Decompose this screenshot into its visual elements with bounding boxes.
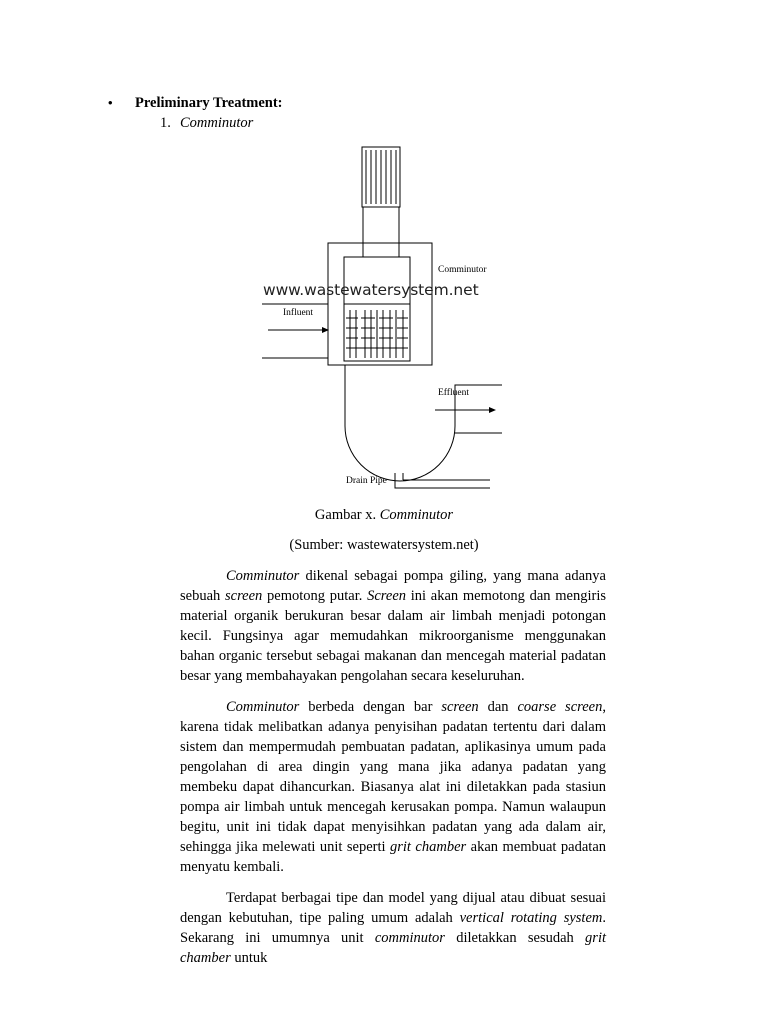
lower-chamber: [345, 365, 502, 481]
section-heading: [108, 94, 283, 112]
influent-label: Influent: [283, 308, 314, 318]
caption-prefix: Gambar x.: [314, 507, 380, 523]
comminutor-drawing: [240, 140, 510, 500]
italic-term: Screen: [367, 588, 407, 604]
paragraph: [180, 888, 606, 968]
body-text: [180, 566, 606, 979]
list-number: 1.: [160, 115, 171, 131]
heading-text: Preliminary Treatment:: [135, 95, 283, 111]
italic-term: Comminutor: [226, 699, 300, 715]
paragraph: [180, 566, 606, 686]
text-run: . Sekarang ini umumnya unit: [180, 910, 606, 946]
list-item-text: Comminutor: [180, 115, 254, 131]
italic-term: screen: [441, 699, 479, 715]
figure-caption: [0, 506, 768, 524]
text-run: diletakkan sesudah: [444, 930, 586, 946]
drain-pipe-label: Drain Pipe: [346, 476, 387, 486]
comminutor-diagram: [240, 140, 510, 500]
text-run: , karena tidak melibatkan adanya penyisihan padatan tertentu dari dalam sistem dan mempermudah pembuatan padatan, aplikasinya umum pada pengolahan di area dingin yang mana jika adanya padatan yang membeku dapat dihancurkan. Biasanya alat ini diletakkan pada stasiun pompa air limbah untuk mencegah kerusakan pompa. Namun walaupun begitu, unit ini tidak dapat menyisihkan padatan yang ada dalam air, sehingga jika melewati unit seperti: [180, 699, 606, 855]
text-run: untuk: [230, 950, 268, 966]
italic-term: screen: [225, 588, 263, 604]
comminutor-label: Comminutor: [438, 265, 487, 275]
watermark: www.wastewatersystem.net: [263, 281, 479, 299]
rotating-screen: [346, 310, 408, 358]
italic-term: coarse screen: [517, 699, 603, 715]
numbered-list-item: [160, 114, 253, 132]
text-run: dikenal sebagai pompa giling, yang mana adanya sebuah: [180, 568, 606, 604]
figure-source: (Sumber: wastewatersystem.net): [289, 537, 479, 553]
paragraph: [180, 697, 606, 877]
italic-term: grit chamber: [180, 930, 606, 966]
italic-term: comminutor: [374, 930, 445, 946]
caption-title: Comminutor: [379, 507, 454, 523]
motor-fins: [366, 150, 396, 204]
text-run: ini akan memotong dan mengiris material organik berukuran besar dalam air limbah menjadi potongan kecil. Fungsinya agar memudahkan mikroorganisme menggunakan bahan organic tersebut sebagai makanan dan mencegah material padatan besar yang membahayakan pengolahan secara keseluruhan.: [180, 588, 606, 684]
text-run: Terdapat berbagai tipe dan model yang dijual atau dibuat sesuai dengan kebutuhan, tipe paling umum adalah: [180, 890, 606, 926]
italic-term: grit chamber: [390, 839, 467, 855]
text-run: dan: [478, 699, 518, 715]
italic-term: Comminutor: [226, 568, 300, 584]
drive-shaft: [363, 207, 399, 257]
text-run: berbeda dengan bar: [299, 699, 442, 715]
bullet-point: •: [108, 95, 113, 110]
text-run: pemotong putar.: [262, 588, 368, 604]
text-run: akan membuat padatan menyatu kembali.: [180, 839, 607, 875]
italic-term: vertical rotating system: [459, 910, 603, 926]
effluent-label: Effluent: [438, 388, 469, 398]
